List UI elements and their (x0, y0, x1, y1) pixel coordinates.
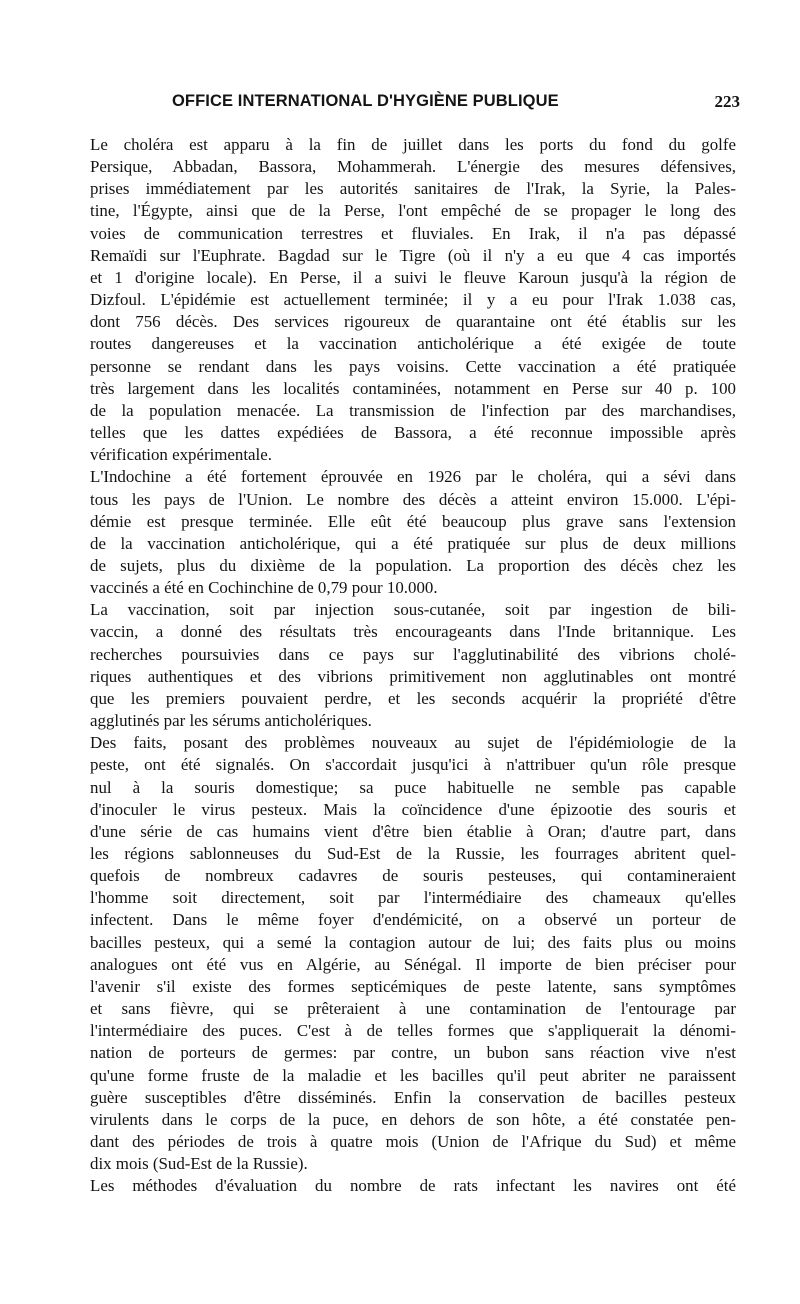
text-line: d'inoculer le virus pesteux. Mais la coïncidence d'une épizootie des souris et (90, 799, 736, 819)
paragraph-cholera-indochina (90, 466, 736, 599)
text-line: Le choléra est apparu à la fin de juillet dans les ports du fond du golfe (90, 135, 736, 154)
text-line: routes dangereuses et la vaccination anticholérique a été exigée de toute (90, 334, 736, 354)
text-line: l'intermédiaire des puces. C'est à de telles formes que s'appliquerait la dénomi- (90, 1021, 736, 1041)
text-line: prises immédiatement par les autorités sanitaires de l'Irak, la Syrie, la Pales- (90, 179, 736, 199)
text-line: personne se rendant dans les pays voisins. Cette vaccination a été pratiquée (90, 356, 736, 376)
text-line: dont 756 décès. Des services rigoureux de quarantaine ont été établis sur les (90, 312, 736, 332)
text-line: quefois de nombreux cadavres de souris pesteuses, qui contamineraient (90, 866, 736, 886)
text-line: agglutinés par les sérums anticholériques. (90, 711, 372, 731)
text-line: nation de porteurs de germes: par contre, un bubon sans réaction vive n'est (90, 1043, 736, 1063)
text-line: qu'une forme fruste de la maladie et les bacilles qu'il peut abriter ne paraissent (90, 1065, 736, 1085)
text-line: Des faits, posant des problèmes nouveaux au sujet de l'épidémiologie de la (90, 733, 736, 753)
running-title: OFFICE INTERNATIONAL D'HYGIÈNE PUBLIQUE (172, 92, 559, 110)
text-line: bacilles pesteux, qui a semé la contagion autour de lui; des faits plus ou moins (90, 932, 736, 952)
text-line: Les méthodes d'évaluation du nombre de rats infectant les navires ont été (90, 1176, 736, 1196)
paragraph-cholera-persia (90, 134, 736, 466)
text-line: vaccinés a été en Cochinchine de 0,79 pour 10.000. (90, 578, 438, 598)
text-line: vérification expérimentale. (90, 445, 272, 465)
paragraph-plague (90, 732, 736, 1175)
text-line: d'une série de cas humains vient d'être bien établie à Oran; d'autre part, dans (90, 821, 736, 841)
text-line: peste, ont été signalés. On s'accordait jusqu'ici à n'attribuer qu'un rôle presque (90, 755, 736, 775)
text-line: de sujets, plus du dixième de la population. La proportion des décès chez les (90, 555, 736, 575)
text-line: et 1 d'origine locale). En Perse, il a suivi le fleuve Karoun jusqu'à la région de (90, 267, 736, 287)
text-line: guère susceptibles d'être disséminés. Enfin la conservation de bacilles pesteux (90, 1087, 736, 1107)
text-line: démie est presque terminée. Elle eût été beaucoup plus grave sans l'extension (90, 511, 736, 531)
text-line: L'Indochine a été fortement éprouvée en 1926 par le choléra, qui a sévi dans (90, 467, 736, 487)
text-line: très largement dans les localités contaminées, notamment en Perse sur 40 p. 100 (90, 378, 736, 398)
text-line: et sans fièvre, qui se prêteraient à une contamination de l'entourage par (90, 999, 736, 1019)
text-line: infectent. Dans le même foyer d'endémicité, on a observé un porteur de (90, 910, 736, 930)
text-line: nul à la souris domestique; sa puce habituelle ne semble pas capable (90, 777, 736, 797)
text-line: Persique, Abbadan, Bassora, Mohammerah. L'énergie des mesures défensives, (90, 157, 736, 177)
text-line: de la population menacée. La transmission de l'infection par des marchandises, (90, 400, 736, 420)
text-line: de la vaccination anticholérique, qui a été pratiquée sur plus de deux millions (90, 533, 736, 553)
text-line: analogues ont été vus en Algérie, au Sénégal. Il importe de bien préciser pour (90, 954, 736, 974)
text-line: Dizfoul. L'épidémie est actuellement terminée; il y a eu pour l'Irak 1.038 cas, (90, 290, 736, 310)
text-line: tous les pays de l'Union. Le nombre des décès a atteint environ 15.000. L'épi- (90, 489, 736, 509)
text-line: recherches poursuivies dans ce pays sur l'agglutinabilité des vibrions cholé- (90, 644, 736, 664)
text-line: dix mois (Sud-Est de la Russie). (90, 1154, 308, 1174)
text-line: les régions sablonneuses du Sud-Est de la Russie, les fourrages abritent quel- (90, 844, 736, 863)
body-text (90, 134, 736, 1198)
text-line: vaccin, a donné des résultats très encourageants dans l'Inde britannique. Les (90, 622, 736, 642)
text-line: voies de communication terrestres et fluviales. En Irak, il n'a pas dépassé (90, 223, 736, 243)
text-line: dant des périodes de trois à quatre mois (Union de l'Afrique du Sud) et même (90, 1132, 736, 1152)
text-line: l'homme soit directement, soit par l'intermédiaire des chameaux qu'elles (90, 888, 736, 908)
paragraph-rat-methods (90, 1175, 736, 1197)
text-line: l'avenir s'il existe des formes septicémiques de peste latente, sans symptômes (90, 976, 736, 996)
page-number: 223 (714, 92, 740, 111)
text-line: La vaccination, soit par injection sous-cutanée, soit par ingestion de bili- (90, 600, 736, 620)
text-line: tine, l'Égypte, ainsi que de la Perse, l'ont empêché de se propager le long des (90, 201, 736, 221)
text-line: Remaïdi sur l'Euphrate. Bagdad sur le Tigre (où il n'y a eu que 4 cas importés (90, 245, 736, 265)
text-line: riques authentiques et des vibrions primitivement non agglutinables ont montré (90, 666, 736, 686)
text-line: virulents dans le corps de la puce, en dehors de son hôte, a été constatée pen- (90, 1109, 736, 1129)
running-header (100, 92, 740, 118)
text-line: que les premiers pouvaient perdre, et les seconds acquérir la propriété d'être (90, 688, 736, 708)
text-line: telles que les dattes expédiées de Bassora, a été reconnue impossible après (90, 423, 736, 443)
paragraph-vaccination-india (90, 599, 736, 732)
